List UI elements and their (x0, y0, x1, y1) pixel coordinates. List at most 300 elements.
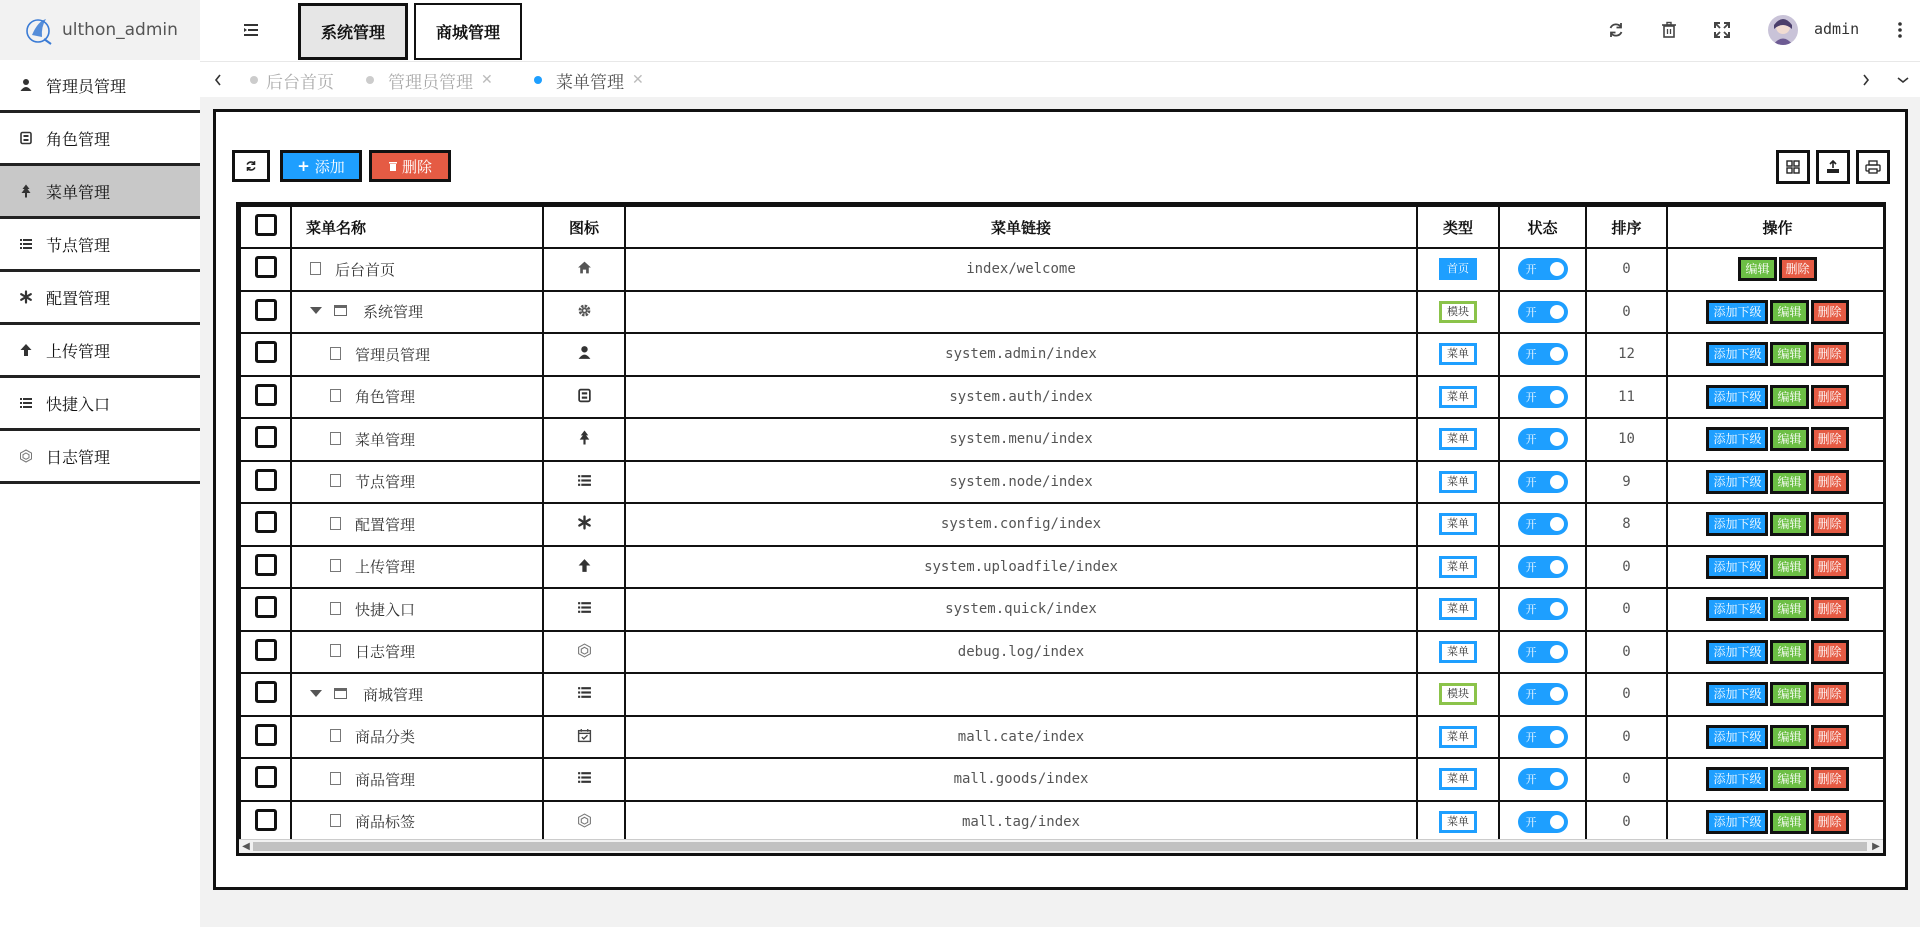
row-checkbox[interactable] (255, 554, 277, 576)
hexagon-icon (576, 642, 592, 658)
type-cell (1417, 758, 1499, 801)
menu-name-cell (291, 801, 543, 844)
add-child-button[interactable]: 添加下级 (1706, 810, 1768, 834)
delete-row-button[interactable]: 删除 (1811, 767, 1849, 791)
row-select-cell[interactable] (240, 631, 291, 674)
type-cell (1417, 588, 1499, 631)
table-row[interactable] (240, 503, 1886, 546)
menu-link: system.uploadfile/index (625, 546, 1417, 589)
status-cell (1499, 291, 1586, 334)
avatar[interactable] (1768, 15, 1798, 45)
tab-dot (366, 76, 374, 84)
actions-cell (1667, 291, 1886, 334)
type-badge: 菜单 (1439, 513, 1477, 535)
sidebar-item-6[interactable] (0, 378, 200, 431)
menu-name: 商品分类 (355, 728, 416, 747)
menu-link: system.config/index (625, 503, 1417, 546)
header-type: 类型 (1417, 206, 1499, 248)
row-select-cell[interactable] (240, 333, 291, 376)
delete-row-button[interactable]: 删除 (1811, 342, 1849, 366)
menu-icon-cell (543, 461, 625, 504)
edit-button[interactable]: 编辑 (1770, 512, 1808, 536)
file-icon (330, 517, 341, 530)
edit-button[interactable]: 编辑 (1770, 342, 1808, 366)
row-checkbox[interactable] (255, 724, 277, 746)
menu-name-cell (291, 758, 543, 801)
type-cell (1417, 333, 1499, 376)
menu-icon-cell (543, 673, 625, 716)
expand-caret-icon[interactable] (310, 690, 322, 697)
type-badge: 菜单 (1439, 471, 1477, 493)
row-checkbox[interactable] (255, 809, 277, 831)
page-tab-admin[interactable] (366, 62, 493, 98)
page-tab-home[interactable] (250, 62, 334, 98)
type-badge: 菜单 (1439, 811, 1477, 833)
actions-cell (1667, 588, 1886, 631)
add-button-label: 添加 (314, 157, 345, 176)
file-icon (330, 559, 341, 572)
add-button[interactable] (280, 150, 362, 182)
add-child-button[interactable]: 添加下级 (1706, 512, 1768, 536)
status-cell (1499, 673, 1586, 716)
sidebar-item-label: 管理员管理 (46, 76, 127, 96)
trash-icon[interactable] (1659, 20, 1679, 40)
actions-cell (1667, 673, 1886, 716)
sort-value[interactable]: 0 (1586, 546, 1667, 589)
add-child-button[interactable]: 添加下级 (1706, 767, 1768, 791)
tree-icon (576, 430, 592, 446)
page-tab-label: 管理员管理 (388, 72, 473, 93)
home-icon (576, 260, 592, 276)
tabs-scroll-right-icon[interactable] (1851, 62, 1881, 98)
type-cell (1417, 376, 1499, 419)
folder-icon (334, 305, 347, 316)
status-toggle[interactable]: 开 (1518, 768, 1568, 790)
close-icon[interactable]: ✕ (632, 72, 644, 88)
type-cell (1417, 503, 1499, 546)
more-vertical-icon[interactable] (1892, 20, 1908, 40)
delete-row-button[interactable]: 删除 (1811, 682, 1849, 706)
menu-icon-cell (543, 758, 625, 801)
type-cell (1417, 631, 1499, 674)
sort-value[interactable]: 0 (1586, 291, 1667, 334)
file-icon (330, 474, 341, 487)
menu-name: 管理员管理 (355, 345, 431, 364)
sidebar-item-2[interactable] (0, 166, 200, 219)
scroll-left-arrow[interactable]: ◀ (242, 841, 250, 852)
sidebar-item-label: 菜单管理 (46, 182, 111, 202)
menu-name: 系统管理 (363, 303, 424, 322)
scrollbar-thumb[interactable] (253, 842, 1867, 851)
menu-name-cell (291, 248, 543, 291)
type-badge: 菜单 (1439, 556, 1477, 578)
gear-icon (576, 302, 592, 318)
menu-name: 商品管理 (355, 770, 416, 789)
edit-button[interactable]: 编辑 (1770, 470, 1808, 494)
menu-link: mall.goods/index (625, 758, 1417, 801)
row-checkbox[interactable] (255, 639, 277, 661)
row-select-cell[interactable] (240, 801, 291, 844)
menu-name: 角色管理 (355, 388, 416, 407)
menu-icon-cell (543, 546, 625, 589)
horizontal-scrollbar[interactable] (239, 839, 1883, 853)
add-child-button[interactable]: 添加下级 (1706, 597, 1768, 621)
file-icon (330, 347, 341, 360)
type-cell (1417, 673, 1499, 716)
menu-name: 配置管理 (355, 515, 416, 534)
sidebar-item-label: 角色管理 (46, 129, 111, 149)
sidebar-item-0[interactable] (0, 60, 200, 113)
arrow-up-icon (18, 342, 34, 358)
type-cell (1417, 801, 1499, 844)
menu-name-cell (291, 503, 543, 546)
status-toggle[interactable]: 开 (1518, 598, 1568, 620)
export-button[interactable] (1816, 150, 1850, 184)
menu-name: 菜单管理 (355, 430, 416, 449)
type-badge: 菜单 (1439, 598, 1477, 620)
actions-cell (1667, 716, 1886, 759)
sort-value[interactable]: 0 (1586, 588, 1667, 631)
delete-row-button[interactable]: 删除 (1811, 640, 1849, 664)
status-toggle[interactable]: 开 (1518, 513, 1568, 535)
sidebar-item-4[interactable] (0, 272, 200, 325)
delete-row-button[interactable]: 删除 (1811, 300, 1849, 324)
status-toggle[interactable]: 开 (1518, 556, 1568, 578)
hexagon-icon (18, 448, 34, 464)
column-filter-button[interactable] (1776, 150, 1810, 184)
type-cell (1417, 248, 1499, 291)
page-tabs-bar (200, 61, 1920, 97)
menu-name: 日志管理 (355, 643, 416, 662)
add-child-button[interactable]: 添加下级 (1706, 300, 1768, 324)
type-cell (1417, 716, 1499, 759)
type-cell (1417, 546, 1499, 589)
edit-button[interactable]: 编辑 (1770, 555, 1808, 579)
top-tab-mall[interactable]: 商城管理 (414, 3, 522, 60)
type-cell (1417, 291, 1499, 334)
list-icon (18, 395, 34, 411)
menu-icon-cell (543, 248, 625, 291)
close-icon[interactable]: ✕ (481, 72, 493, 88)
status-cell (1499, 461, 1586, 504)
delete-row-button[interactable]: 删除 (1811, 470, 1849, 494)
menu-link: mall.tag/index (625, 801, 1417, 844)
delete-row-button[interactable]: 删除 (1811, 555, 1849, 579)
table-row[interactable] (240, 418, 1886, 461)
row-checkbox[interactable] (255, 469, 277, 491)
sidebar-item-label: 配置管理 (46, 288, 111, 308)
menu-link (625, 291, 1417, 334)
row-select-cell[interactable] (240, 461, 291, 504)
actions-cell (1667, 376, 1886, 419)
menu-name: 快捷入口 (355, 600, 416, 619)
actions-cell (1667, 248, 1886, 291)
menu-name-cell (291, 588, 543, 631)
status-toggle[interactable]: 开 (1518, 258, 1568, 280)
status-toggle[interactable]: 开 (1518, 301, 1568, 323)
delete-row-button[interactable]: 删除 (1811, 725, 1849, 749)
menu-name: 商城管理 (363, 685, 424, 704)
sort-value[interactable]: 0 (1586, 716, 1667, 759)
table-row[interactable] (240, 333, 1886, 376)
actions-cell (1667, 758, 1886, 801)
sort-value[interactable]: 0 (1586, 248, 1667, 291)
tab-dot (534, 76, 542, 84)
row-select-cell[interactable] (240, 588, 291, 631)
menu-name-cell (291, 716, 543, 759)
row-checkbox[interactable] (255, 341, 277, 363)
table-row[interactable] (240, 673, 1886, 716)
add-child-button[interactable]: 添加下级 (1706, 682, 1768, 706)
sort-value[interactable]: 0 (1586, 631, 1667, 674)
header-status: 状态 (1499, 206, 1586, 248)
refresh-icon[interactable] (1606, 20, 1626, 40)
row-checkbox[interactable] (255, 766, 277, 788)
table-row[interactable] (240, 248, 1886, 291)
table-row[interactable] (240, 461, 1886, 504)
sidebar (0, 0, 200, 927)
header-icon: 图标 (543, 206, 625, 248)
delete-row-button[interactable]: 删除 (1779, 257, 1817, 281)
sidebar-item-5[interactable] (0, 325, 200, 378)
table-row[interactable] (240, 631, 1886, 674)
status-toggle[interactable]: 开 (1518, 641, 1568, 663)
grid-icon (1786, 160, 1800, 174)
sidebar-item-label: 上传管理 (46, 341, 111, 361)
edit-button[interactable]: 编辑 (1738, 257, 1776, 281)
row-checkbox[interactable] (255, 511, 277, 533)
status-cell (1499, 631, 1586, 674)
sidebar-item-label: 快捷入口 (46, 394, 111, 414)
add-child-button[interactable]: 添加下级 (1706, 470, 1768, 494)
row-select-cell[interactable] (240, 376, 291, 419)
status-toggle[interactable]: 开 (1518, 471, 1568, 493)
folder-icon (334, 688, 347, 699)
table-row[interactable] (240, 546, 1886, 589)
row-select-cell[interactable] (240, 248, 291, 291)
delete-row-button[interactable]: 删除 (1811, 385, 1849, 409)
user-icon (18, 77, 34, 93)
sort-value[interactable]: 0 (1586, 758, 1667, 801)
logo[interactable] (0, 0, 200, 60)
status-toggle[interactable]: 开 (1518, 811, 1568, 833)
row-checkbox[interactable] (255, 596, 277, 618)
print-button[interactable] (1856, 150, 1890, 184)
sort-value[interactable]: 0 (1586, 673, 1667, 716)
menu-name-cell (291, 376, 543, 419)
fullscreen-icon[interactable] (1712, 20, 1732, 40)
menu-link: system.quick/index (625, 588, 1417, 631)
select-all-checkbox[interactable] (255, 214, 277, 236)
edit-button[interactable]: 编辑 (1770, 767, 1808, 791)
delete-button[interactable] (369, 150, 451, 182)
add-child-button[interactable]: 添加下级 (1706, 427, 1768, 451)
actions-cell (1667, 546, 1886, 589)
row-select-cell[interactable] (240, 291, 291, 334)
file-icon (330, 814, 341, 827)
top-tab-system[interactable]: 系统管理 (298, 3, 408, 60)
delete-row-button[interactable]: 删除 (1811, 597, 1849, 621)
edit-button[interactable]: 编辑 (1770, 597, 1808, 621)
menu-link: system.menu/index (625, 418, 1417, 461)
table-row[interactable] (240, 291, 1886, 334)
header-sort[interactable]: 排序 (1586, 206, 1667, 248)
type-cell (1417, 418, 1499, 461)
status-cell (1499, 418, 1586, 461)
menu-name-cell (291, 546, 543, 589)
status-toggle[interactable]: 开 (1518, 726, 1568, 748)
logo-icon (24, 15, 54, 45)
status-cell (1499, 503, 1586, 546)
page-tab-label: 菜单管理 (556, 72, 624, 93)
delete-row-button[interactable]: 删除 (1811, 512, 1849, 536)
scroll-right-arrow[interactable]: ▶ (1872, 841, 1880, 852)
table-refresh-button[interactable] (232, 150, 270, 182)
edit-button[interactable]: 编辑 (1770, 640, 1808, 664)
sidebar-item-label: 日志管理 (46, 447, 111, 467)
tabs-scroll-left-icon[interactable] (203, 62, 233, 98)
content-card (213, 109, 1908, 890)
type-badge: 菜单 (1439, 641, 1477, 663)
header-menu-link: 菜单链接 (625, 206, 1417, 248)
menu-name-cell (291, 291, 543, 334)
sort-value[interactable]: 9 (1586, 461, 1667, 504)
asterisk-icon (18, 289, 34, 305)
sort-value[interactable]: 11 (1586, 376, 1667, 419)
status-cell (1499, 376, 1586, 419)
row-select-cell[interactable] (240, 716, 291, 759)
menu-link: debug.log/index (625, 631, 1417, 674)
sort-value[interactable]: 10 (1586, 418, 1667, 461)
sidebar-item-1[interactable] (0, 113, 200, 166)
sort-value[interactable]: 0 (1586, 801, 1667, 844)
tree-icon (18, 183, 34, 199)
menu-table (236, 202, 1886, 856)
status-toggle[interactable]: 开 (1518, 343, 1568, 365)
row-select-cell[interactable] (240, 418, 291, 461)
row-checkbox[interactable] (255, 384, 277, 406)
menu-link: system.admin/index (625, 333, 1417, 376)
status-toggle[interactable]: 开 (1518, 386, 1568, 408)
add-child-button[interactable]: 添加下级 (1706, 640, 1768, 664)
row-checkbox[interactable] (255, 681, 277, 703)
table-row[interactable] (240, 716, 1886, 759)
export-icon (1826, 160, 1840, 174)
type-badge: 菜单 (1439, 726, 1477, 748)
status-toggle[interactable]: 开 (1518, 428, 1568, 450)
tabs-dropdown-icon[interactable] (1888, 62, 1918, 98)
actions-cell (1667, 333, 1886, 376)
asterisk-icon (576, 515, 592, 531)
type-badge: 菜单 (1439, 386, 1477, 408)
sidebar-item-7[interactable] (0, 431, 200, 484)
row-checkbox[interactable] (255, 299, 277, 321)
hexagon-icon (576, 812, 592, 828)
sidebar-item-3[interactable] (0, 219, 200, 272)
menu-icon-cell (543, 418, 625, 461)
menu-toggle-icon[interactable] (242, 22, 260, 38)
menu-icon-cell (543, 291, 625, 334)
menu-icon-cell (543, 588, 625, 631)
status-cell (1499, 333, 1586, 376)
menu-icon-cell (543, 631, 625, 674)
edit-button[interactable]: 编辑 (1770, 810, 1808, 834)
menu-name: 节点管理 (355, 473, 416, 492)
header-select-all[interactable] (240, 206, 291, 248)
trash-icon (388, 161, 398, 172)
user-icon (576, 345, 592, 361)
add-child-button[interactable]: 添加下级 (1706, 725, 1768, 749)
list-icon (576, 770, 592, 786)
edit-button[interactable]: 编辑 (1770, 682, 1808, 706)
username[interactable]: admin (1814, 20, 1860, 38)
edit-button[interactable]: 编辑 (1770, 725, 1808, 749)
tab-dot (250, 76, 258, 84)
type-badge: 模块 (1439, 683, 1477, 705)
sort-value[interactable]: 12 (1586, 333, 1667, 376)
menu-icon-cell (543, 801, 625, 844)
menu-icon-cell (543, 503, 625, 546)
row-select-cell[interactable] (240, 503, 291, 546)
table-row[interactable] (240, 801, 1886, 844)
row-checkbox[interactable] (255, 426, 277, 448)
table-row[interactable] (240, 588, 1886, 631)
sort-value[interactable]: 8 (1586, 503, 1667, 546)
file-icon (330, 432, 341, 445)
row-select-cell[interactable] (240, 758, 291, 801)
add-child-button[interactable]: 添加下级 (1706, 385, 1768, 409)
row-select-cell[interactable] (240, 546, 291, 589)
edit-button[interactable]: 编辑 (1770, 427, 1808, 451)
row-select-cell[interactable] (240, 673, 291, 716)
add-child-button[interactable]: 添加下级 (1706, 555, 1768, 579)
menu-name-cell (291, 418, 543, 461)
edit-button[interactable]: 编辑 (1770, 385, 1808, 409)
table-row[interactable] (240, 758, 1886, 801)
menu-icon-cell (543, 716, 625, 759)
role-icon (576, 387, 592, 403)
role-icon (18, 130, 34, 146)
status-cell (1499, 758, 1586, 801)
menu-name-cell (291, 333, 543, 376)
expand-caret-icon[interactable] (310, 307, 322, 314)
type-badge: 菜单 (1439, 343, 1477, 365)
actions-cell (1667, 461, 1886, 504)
actions-cell (1667, 503, 1886, 546)
add-child-button[interactable]: 添加下级 (1706, 342, 1768, 366)
delete-row-button[interactable]: 删除 (1811, 810, 1849, 834)
delete-row-button[interactable]: 删除 (1811, 427, 1849, 451)
type-cell (1417, 461, 1499, 504)
plus-icon: + (297, 157, 310, 175)
file-icon (310, 262, 321, 275)
status-toggle[interactable]: 开 (1518, 683, 1568, 705)
file-icon (330, 729, 341, 742)
menu-link: system.auth/index (625, 376, 1417, 419)
row-checkbox[interactable] (255, 256, 277, 278)
menu-link: mall.cate/index (625, 716, 1417, 759)
menu-name: 上传管理 (355, 558, 416, 577)
edit-button[interactable]: 编辑 (1770, 300, 1808, 324)
menu-icon-cell (543, 333, 625, 376)
print-icon (1865, 160, 1881, 174)
file-icon (330, 389, 341, 402)
table-row[interactable] (240, 376, 1886, 419)
list-icon (576, 685, 592, 701)
page-tab-menu[interactable] (534, 62, 644, 98)
sidebar-item-label: 节点管理 (46, 235, 111, 255)
actions-cell (1667, 631, 1886, 674)
